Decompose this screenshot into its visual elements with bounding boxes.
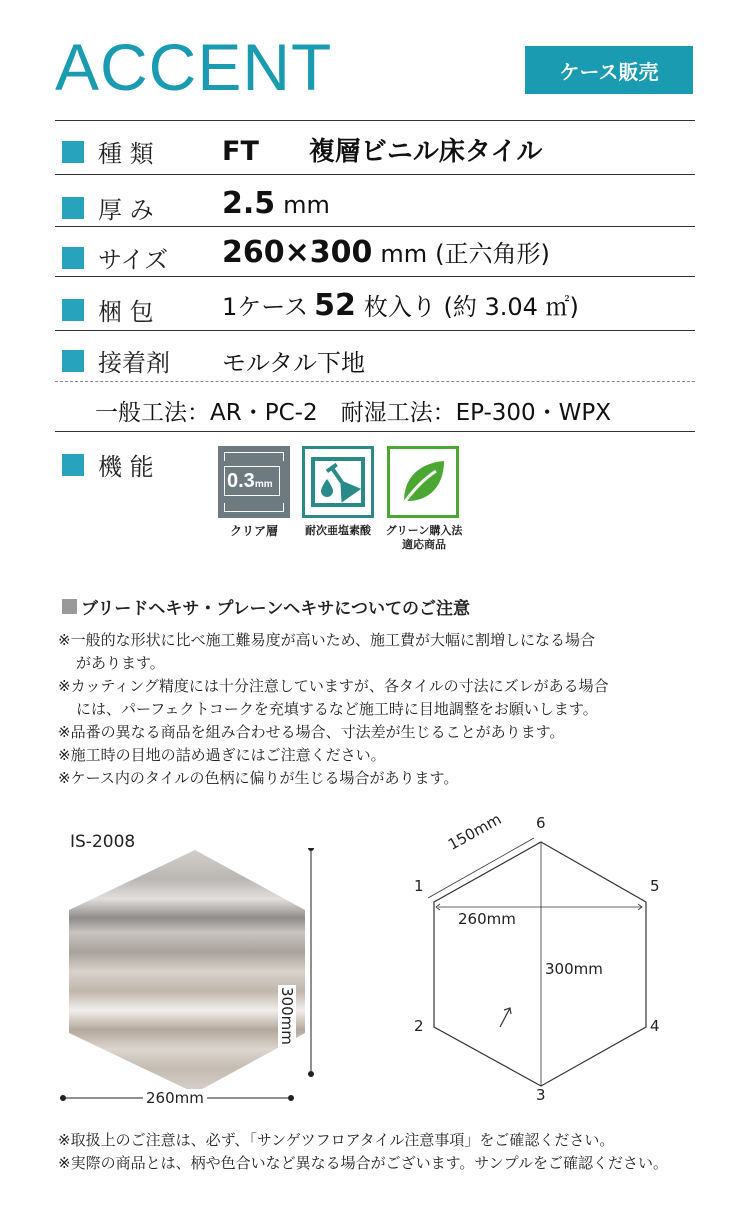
vertex-label: 1 xyxy=(414,877,424,895)
spec-label-type: 種 類 xyxy=(62,134,154,169)
chemical-resistance-icon xyxy=(302,446,374,518)
divider xyxy=(55,276,695,277)
green-leaf-icon xyxy=(387,446,459,518)
spec-label-adhesive: 接着剤 xyxy=(62,343,170,378)
notice-list xyxy=(58,629,718,790)
flask-drop-icon xyxy=(305,449,371,515)
divider xyxy=(55,120,695,121)
bullet-square-icon xyxy=(62,247,84,269)
feature-caption: 耐次亜塩素酸 xyxy=(305,524,371,537)
sample-tile-image xyxy=(55,848,325,1108)
bullet-square-icon xyxy=(62,599,77,614)
divider xyxy=(55,226,695,227)
footer-notes xyxy=(58,1129,728,1175)
vertex-label: 3 xyxy=(536,1086,546,1104)
sample-code: IS-2008 xyxy=(70,832,136,852)
bullet-square-icon xyxy=(62,350,84,372)
feature-clear-layer xyxy=(218,446,294,540)
spec-label-function: 機 能 xyxy=(62,447,154,482)
divider xyxy=(55,330,695,331)
clear-layer-icon: 0.3mm xyxy=(218,446,290,518)
vertex-label: 4 xyxy=(650,1017,660,1035)
notice-item-cont: には、パーフェクトコークを充填するなど施工時に目地調整をお願いします。 xyxy=(76,700,598,718)
dashed-divider xyxy=(55,381,695,382)
notice-item: ※一般的な形状に比べ施工難易度が高いため、施工費が大幅に割増しになる場合 xyxy=(58,631,595,649)
divider xyxy=(55,174,695,175)
bullet-square-icon xyxy=(62,141,84,163)
diagram-height-label: 300mm xyxy=(545,960,603,978)
notice-item: ※施工時の目地の詰め過ぎにはご注意ください。 xyxy=(58,746,386,764)
edge-length-label: 150mm xyxy=(445,809,505,854)
type-value: 複層ビニル床タイル xyxy=(308,137,543,167)
divider xyxy=(55,431,695,432)
feature-green-purchase xyxy=(387,446,467,553)
spec-value-adhesive: モルタル下地 xyxy=(222,349,366,377)
notice-item-cont: があります。 xyxy=(76,654,165,672)
page-title: ACCENT xyxy=(55,30,333,104)
case-sale-badge: ケース販売 xyxy=(525,46,693,94)
sample-width-label: 260mm xyxy=(143,1089,207,1107)
footer-note: ※取扱上のご注意は、必ず、「サンゲツフロアタイル注意事項」をご確認ください。 xyxy=(58,1131,615,1149)
diagram-width-label: 260mm xyxy=(458,910,516,928)
spec-label-packing: 梱 包 xyxy=(62,292,154,327)
vertex-label: 2 xyxy=(414,1017,424,1035)
vertex-label: 5 xyxy=(650,877,660,895)
notice-heading: ブリードヘキサ・プレーンヘキサについてのご注意 xyxy=(62,594,470,619)
spec-value-size: 260×300 mm (正六角形) xyxy=(222,235,550,270)
vertex-label: 6 xyxy=(536,814,546,832)
spec-label-size: サイズ xyxy=(62,240,168,275)
spec-label-thickness: 厚 み xyxy=(62,190,154,225)
spec-value-thickness: 2.5 mm xyxy=(222,186,330,221)
bullet-square-icon xyxy=(62,299,84,321)
bullet-square-icon xyxy=(62,197,84,219)
feature-caption: クリア層 xyxy=(229,524,278,538)
construction-methods: 一般工法：AR・PC-2 耐湿工法：EP-300・WPX xyxy=(95,400,612,426)
feature-chemical-resistance xyxy=(302,446,378,538)
feature-caption: グリーン購入法 適応商品 xyxy=(385,524,463,552)
notice-item: ※カッティング精度には十分注意していますが、各タイルの寸法にズレがある場合 xyxy=(58,677,609,695)
notice-item: ※ケース内のタイルの色柄に偏りが生じる場合があります。 xyxy=(58,769,459,787)
spec-value-packing: 1ケース 52 枚入り (約 3.04 ㎡) xyxy=(222,288,579,323)
notice-item: ※品番の異なる商品を組み合わせる場合、寸法差が生じることがあります。 xyxy=(58,723,565,741)
footer-note: ※実際の商品とは、柄や色合いなど異なる場合がございます。サンプルをご確認ください。 xyxy=(58,1154,669,1172)
type-code: FT xyxy=(222,136,259,167)
bullet-square-icon xyxy=(62,454,84,476)
sample-height-label: 300mm xyxy=(278,987,296,1045)
spec-value-type xyxy=(222,131,542,168)
